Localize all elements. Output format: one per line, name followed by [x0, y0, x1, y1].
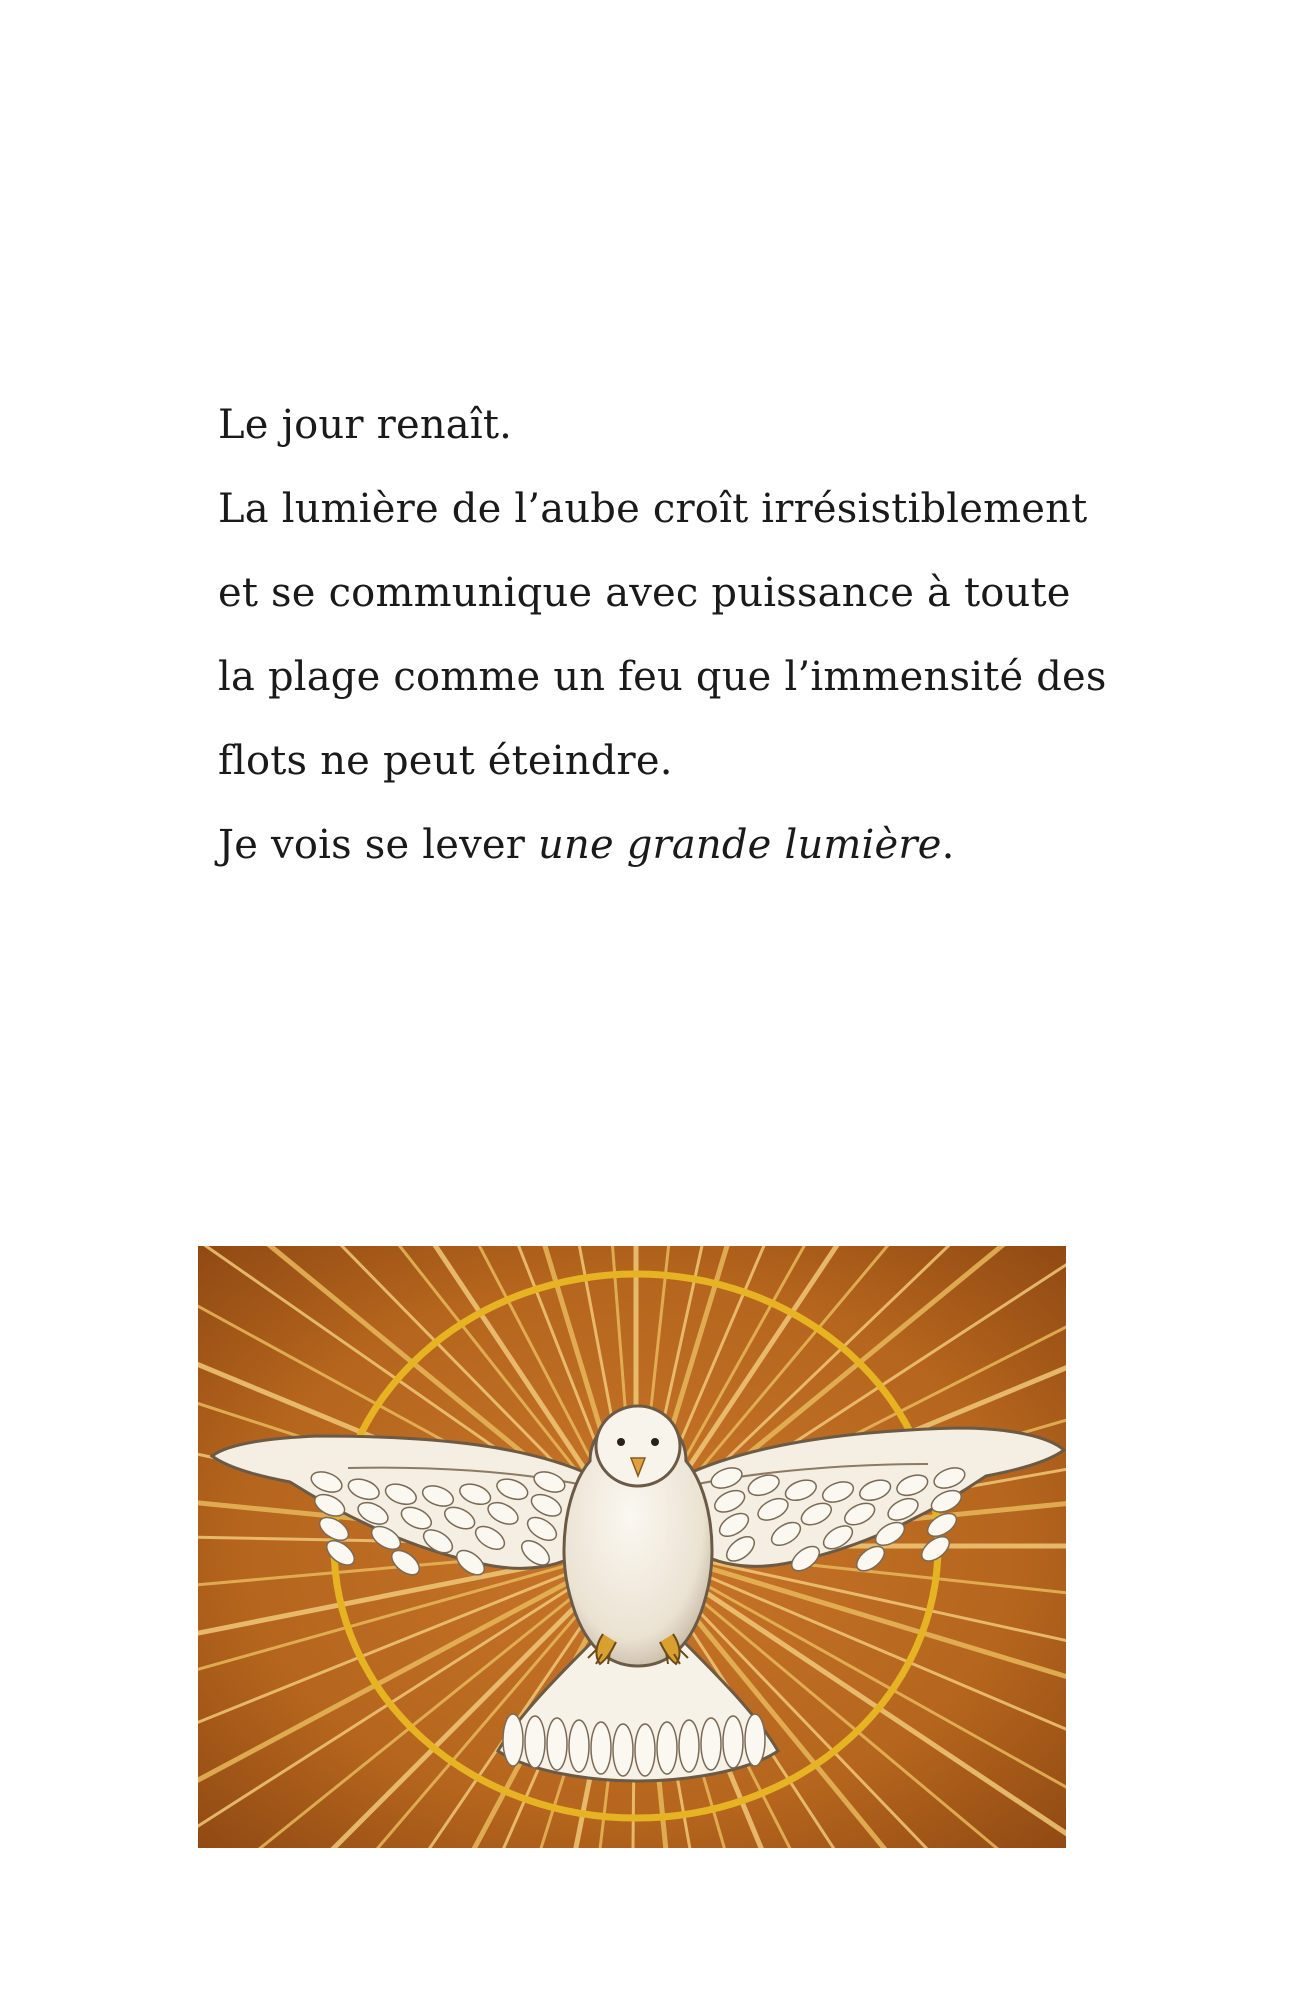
poem-line-6-prefix: Je vois se lever	[218, 822, 539, 868]
dove-left-eye	[617, 1438, 625, 1446]
poem-line-3: et se communique avec puissance à toute	[218, 570, 1071, 616]
poem-line-5: flots ne peut éteindre.	[218, 738, 673, 784]
poem-line-4: la plage comme un feu que l’immensité des	[218, 654, 1107, 700]
dove-right-eye	[651, 1438, 659, 1446]
dove-illustration	[198, 1246, 1066, 1848]
dove-with-halo-illustration	[198, 1246, 1066, 1848]
poem-emphasis: une grande lumière	[538, 822, 942, 868]
poem-text	[218, 392, 1178, 896]
poem-line-6-suffix: .	[941, 822, 955, 868]
poem-line-2: La lumière de l’aube croît irrésistiblement	[218, 486, 1088, 532]
poem-line-1: Le jour renaît.	[218, 402, 513, 448]
poem-line-6	[218, 812, 1178, 896]
